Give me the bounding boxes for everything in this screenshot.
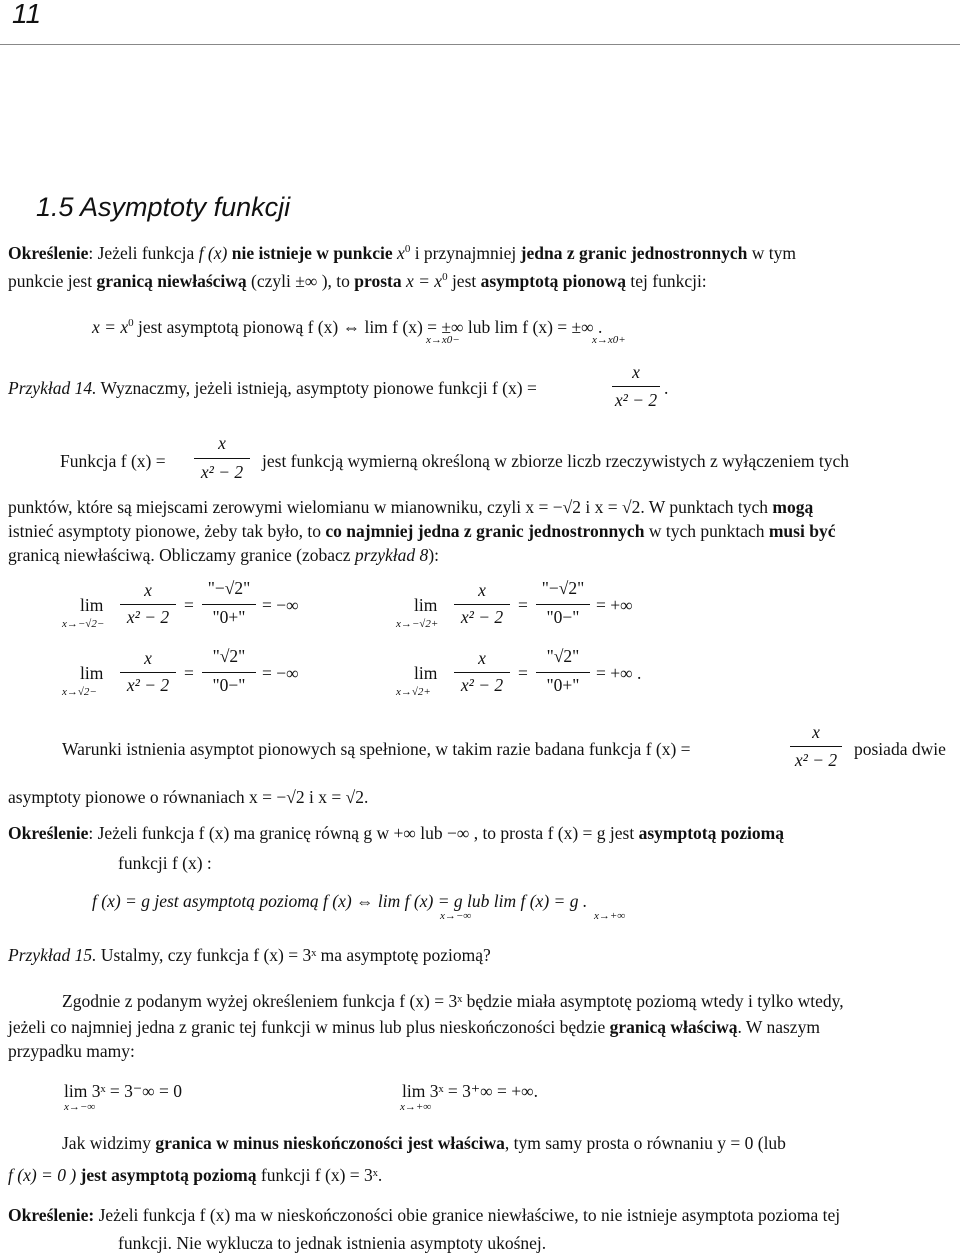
p16-line1	[62, 1132, 786, 1154]
value-denominator: "0+"	[212, 607, 246, 627]
fraction-numerator: x	[478, 648, 486, 668]
lim-subscript: x→−∞	[440, 910, 472, 922]
p15-line3: przypadku mamy:	[8, 1041, 135, 1061]
fraction-bar	[454, 672, 510, 673]
p14-line2	[8, 496, 813, 518]
fraction-denominator: x² − 2	[460, 675, 504, 695]
fraction-numerator: x	[812, 722, 820, 742]
fraction-numerator: x	[478, 580, 486, 600]
lim-label: lim	[414, 595, 438, 615]
def1-line1: Określenie: Jeżeli funkcja f (x) nie istnieje w punkcie $x^0$ i przynajmniej jedna z granic jednostronnych w tym	[8, 242, 796, 263]
text: granica w minus nieskończoności jest właściwa	[155, 1133, 505, 1153]
fraction-numerator: x	[144, 580, 152, 600]
def2-formula: f (x) = g jest asymptotą poziomą f (x) ⇔ lim f (x) = g lub lim f (x) = g .	[92, 891, 588, 911]
fraction-denominator: x² − 2	[126, 675, 170, 695]
text: w tych punktach	[644, 521, 769, 541]
fraction-denominator: x² − 2	[200, 462, 244, 482]
def1-formula: $x = x^0$ jest asymptotą pionową f (x) ⇔ lim f (x) = ±∞ lub lim f (x) = ±∞ .	[92, 316, 603, 337]
text: jest	[447, 270, 481, 291]
fraction-bar	[536, 672, 590, 673]
fraction-denominator: x² − 2	[614, 390, 658, 410]
fraction-bar	[120, 672, 176, 673]
warunki-line1: Warunki istnienia asymptot pionowych są spełnione, w takim razie badana funkcja f (x) =	[62, 739, 691, 759]
text: funkcji f (x) = 3ˣ.	[256, 1165, 383, 1185]
limit-result: = −∞	[262, 663, 299, 683]
fraction-bar	[454, 604, 510, 605]
value-denominator: "0−"	[212, 675, 246, 695]
math: f (x) = 0 )	[8, 1165, 81, 1185]
text: asymptotą poziomą	[638, 823, 784, 843]
limit-minus-inf: lim 3ˣ = 3⁻∞ = 0	[64, 1081, 182, 1101]
page-number: 11	[12, 0, 42, 29]
warunki-line2: asymptoty pionowe o równaniach x = −√2 i x = √2.	[8, 787, 369, 807]
text: Wyznaczmy, jeżeli istnieją, asymptoty pionowe funkcji f (x) =	[96, 378, 537, 398]
fraction-bar	[536, 604, 590, 605]
def-label: Określenie:	[8, 1205, 95, 1225]
math: x = x	[401, 270, 443, 291]
text: Jeżeli funkcja f (x) ma w nieskończoności obie granice niewłaściwe, to nie istnieje asymptota pozioma tej	[94, 1205, 841, 1225]
p15-line1: Zgodnie z podanym wyżej określeniem funkcja f (x) = 3ˣ będzie miała asymptotę poziomą wtedy i tylko wtedy,	[62, 991, 844, 1011]
text: : Jeżeli funkcja f (x) ma granicę równą g w +∞ lub −∞ , to prosta f (x) = g jest	[88, 823, 639, 843]
lim-subscript: x→−√2+	[396, 618, 439, 630]
p14-line4	[8, 544, 439, 566]
text: ):	[428, 545, 440, 565]
text: w tym	[747, 242, 796, 263]
lim-subscript: x→√2−	[62, 686, 97, 698]
example-label: Przykład 14.	[8, 378, 97, 398]
example14-heading	[8, 377, 537, 399]
text: punktów, które są miejscami zerowymi wielomianu w mianowniku, czyli x = −√2 i x = √2. W punktach tych	[8, 497, 773, 517]
p15-line2	[8, 1016, 820, 1038]
lim-subscript: x→+∞	[400, 1101, 432, 1113]
text: i przynajmniej	[410, 242, 521, 263]
text: nie istnieje w punkcie	[227, 242, 398, 263]
section-title: 1.5 Asymptoty funkcji	[36, 192, 291, 222]
def1-line2: punkcie jest granicą niewłaściwą (czyli ±∞ ), to prosta $x = x^0$ jest asymptotą pionową tej funkcji:	[8, 270, 707, 291]
lim-subscript: x→−∞	[64, 1101, 96, 1113]
value-numerator: "−√2"	[207, 578, 251, 598]
def3-line2: funkcji. Nie wyklucza to jednak istnienia asymptoty ukośnej.	[118, 1233, 547, 1253]
lim-subscript: x→x0−	[426, 334, 460, 346]
lim-label: lim	[80, 663, 104, 683]
value-denominator: "0+"	[546, 675, 580, 695]
text: . W naszym	[737, 1017, 820, 1037]
equals-sign: =	[518, 595, 528, 615]
def-label: Określenie	[8, 242, 89, 263]
fraction-numerator: x	[218, 433, 226, 453]
equals-sign: =	[184, 663, 194, 683]
value-numerator: "−√2"	[541, 578, 585, 598]
math: x	[397, 242, 405, 263]
math: jest asymptotą pionową f (x) ⇔ lim f (x) = ±∞ lub lim f (x) = ±∞ .	[133, 316, 603, 337]
limit-result: = +∞ .	[596, 663, 642, 683]
text: co najmniej jedna z granic jednostronnych	[325, 521, 645, 541]
fraction-bar	[202, 604, 256, 605]
text: jeżeli co najmniej jedna z granic tej funkcji w minus lub plus nieskończoności będzie	[8, 1017, 610, 1037]
text: : Jeżeli funkcja	[88, 242, 199, 263]
p16-line2	[8, 1164, 382, 1186]
math: x = x	[92, 316, 129, 337]
fraction-numerator: x	[144, 648, 152, 668]
value-numerator: "√2"	[212, 646, 246, 666]
lim-subscript: x→−√2−	[62, 618, 105, 630]
def2-line2: funkcji f (x) :	[118, 853, 212, 873]
header-rule	[0, 44, 960, 45]
text: mogą	[772, 497, 814, 517]
text: asymptotą pionową	[480, 270, 626, 291]
fraction-denominator: x² − 2	[460, 607, 504, 627]
text: granicą właściwą	[609, 1017, 738, 1037]
math: f (x)	[198, 242, 228, 263]
limit-plus-inf: lim 3ˣ = 3⁺∞ = +∞.	[402, 1081, 538, 1101]
text: , tym samy prosta o równaniu y = 0 (lub	[504, 1133, 786, 1153]
value-denominator: "0−"	[546, 607, 580, 627]
def-label: Określenie	[8, 823, 89, 843]
text: Jak widzimy	[62, 1133, 156, 1153]
lim-subscript: x→√2+	[396, 686, 431, 698]
value-numerator: "√2"	[546, 646, 580, 666]
text: prosta	[354, 270, 402, 291]
lim-label: lim	[414, 663, 438, 683]
text: tej funkcji:	[626, 270, 707, 291]
limit-result: = +∞	[596, 595, 633, 615]
text: punkcie jest	[8, 270, 97, 291]
def3-line1	[8, 1204, 840, 1226]
text: istnieć asymptoty pionowe, żeby tak było, to	[8, 521, 326, 541]
lim-subscript: x→+∞	[594, 910, 626, 922]
fraction-bar	[612, 386, 660, 387]
period: .	[664, 378, 669, 398]
text: musi być	[768, 521, 836, 541]
text: (czyli ±∞ ), to	[246, 270, 355, 291]
fraction-bar	[194, 458, 250, 459]
example15-heading	[8, 944, 491, 966]
limit-result: = −∞	[262, 595, 299, 615]
text: przykład 8	[354, 545, 429, 565]
fraction-bar	[120, 604, 176, 605]
fraction-denominator: x² − 2	[126, 607, 170, 627]
fraction-numerator: x	[632, 362, 640, 382]
p14-line1: jest funkcją wymierną określoną w zbiorze liczb rzeczywistych z wyłączeniem tych	[262, 451, 849, 471]
equals-sign: =	[518, 663, 528, 683]
text: jest asymptotą poziomą	[80, 1165, 257, 1185]
p14-lead: Funkcja f (x) =	[60, 451, 166, 471]
warunki-tail: posiada dwie	[854, 739, 946, 759]
text: granicą niewłaściwą	[96, 270, 247, 291]
p14-line3	[8, 520, 835, 542]
def2-line1	[8, 822, 784, 844]
example-label: Przykład 15.	[8, 945, 97, 965]
text: jedna z granic jednostronnych	[520, 242, 748, 263]
lim-subscript: x→x0+	[592, 334, 626, 346]
fraction-denominator: x² − 2	[794, 750, 838, 770]
lim-label: lim	[80, 595, 104, 615]
fraction-bar	[790, 746, 842, 747]
fraction-bar	[202, 672, 256, 673]
equals-sign: =	[184, 595, 194, 615]
text: Ustalmy, czy funkcja f (x) = 3ˣ ma asymptotę poziomą?	[96, 945, 491, 965]
text: granicą niewłaściwą. Obliczamy granice (zobacz	[8, 545, 355, 565]
